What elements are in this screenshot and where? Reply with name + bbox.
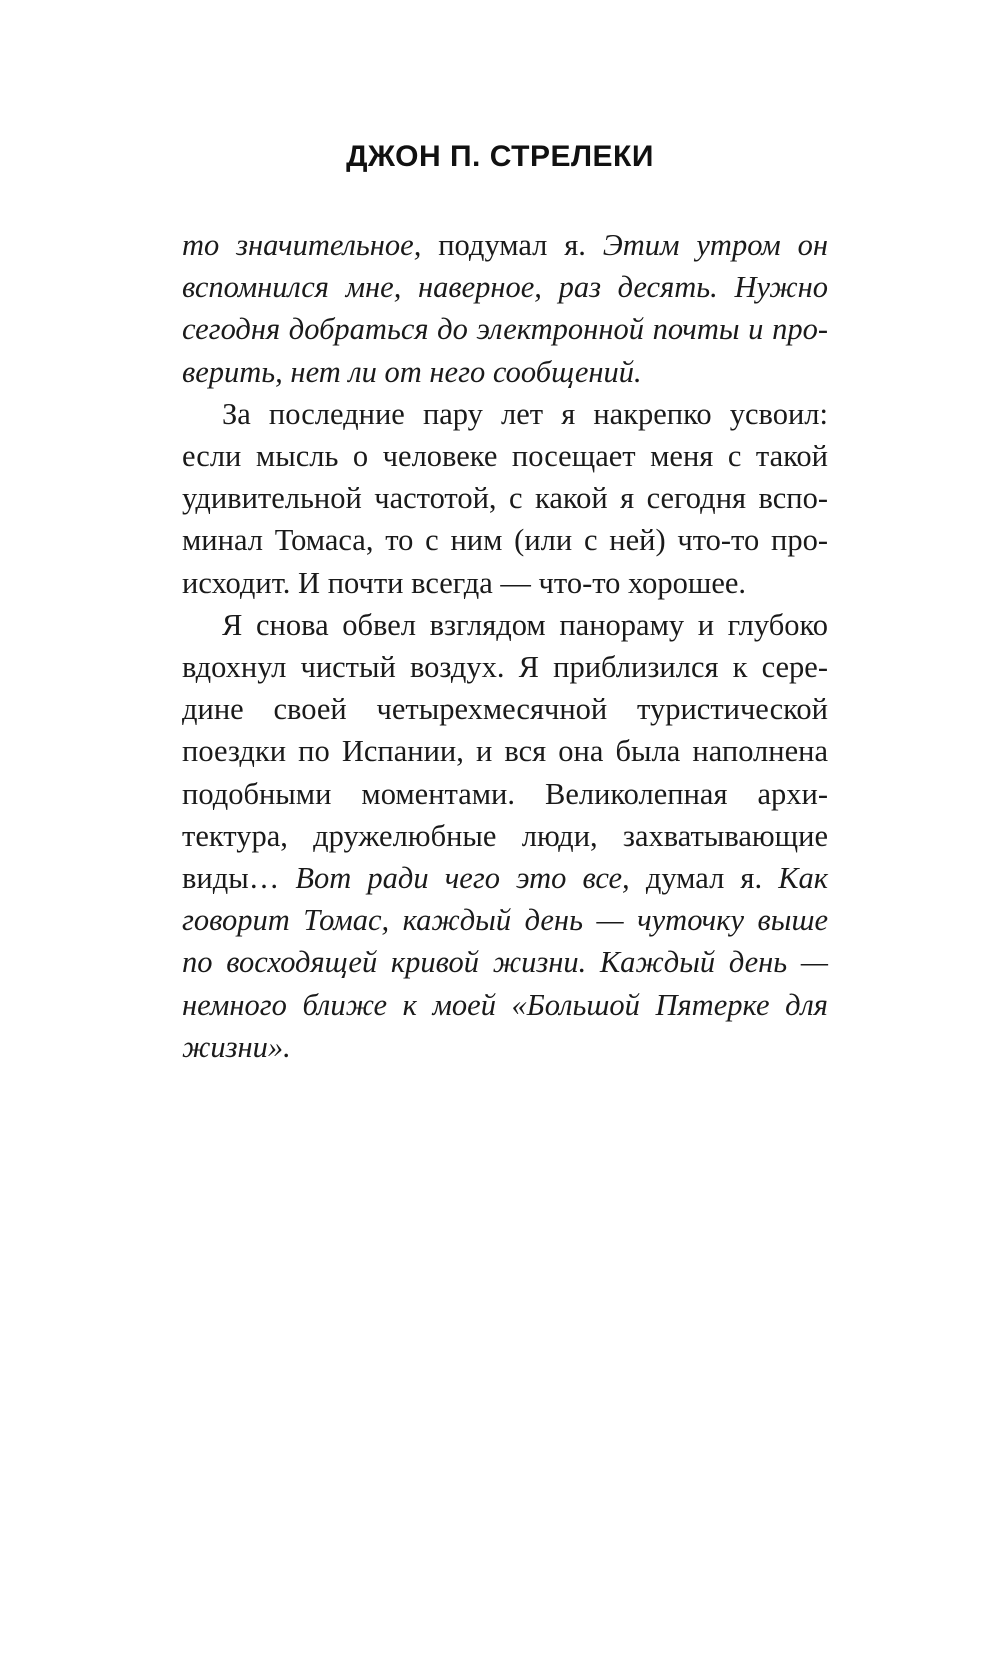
body-text <box>182 224 828 1068</box>
text-segment: Я снова обвел взглядом панораму и глубоко вдохнул чистый воздух. Я приблизился к середине своей четырехмесячной туристической поездки по Испании, и вся она была наполнена подобными моментами. Великолепная архитектура, дружелюбные люди, захватывающие виды… <box>182 607 828 896</box>
paragraph <box>182 604 828 1068</box>
running-head-author: ДЖОН П. СТРЕЛЕКИ <box>346 140 654 173</box>
italic-text: Как говорит Томас, каждый день — чуточку выше по восходящей кривой жизни. Каждый день — немного ближе к моей «Большой Пятерке для жизни». <box>182 861 829 1064</box>
text-segment: думал я. <box>629 861 779 896</box>
italic-text: Этим утром он вспомнился мне, наверное, раз десять. Нужно сегодня добраться до электронной почты и проверить, нет ли от него сообщений. <box>182 228 828 389</box>
text-segment: За последние пару лет я накрепко усвоил: если мысль о человеке посещает меня с такой удивительной частотой, с какой я сегодня вспоминал Томаса, то с ним (или с ней) что-то происходит. И почти всегда — что-то хорошее. <box>182 396 828 600</box>
paragraph <box>182 393 828 604</box>
text-segment: подумал я. <box>421 228 603 262</box>
paragraph <box>182 224 828 393</box>
italic-text: то значительное, <box>182 228 422 262</box>
italic-text: Вот ради чего это все, <box>295 861 630 896</box>
